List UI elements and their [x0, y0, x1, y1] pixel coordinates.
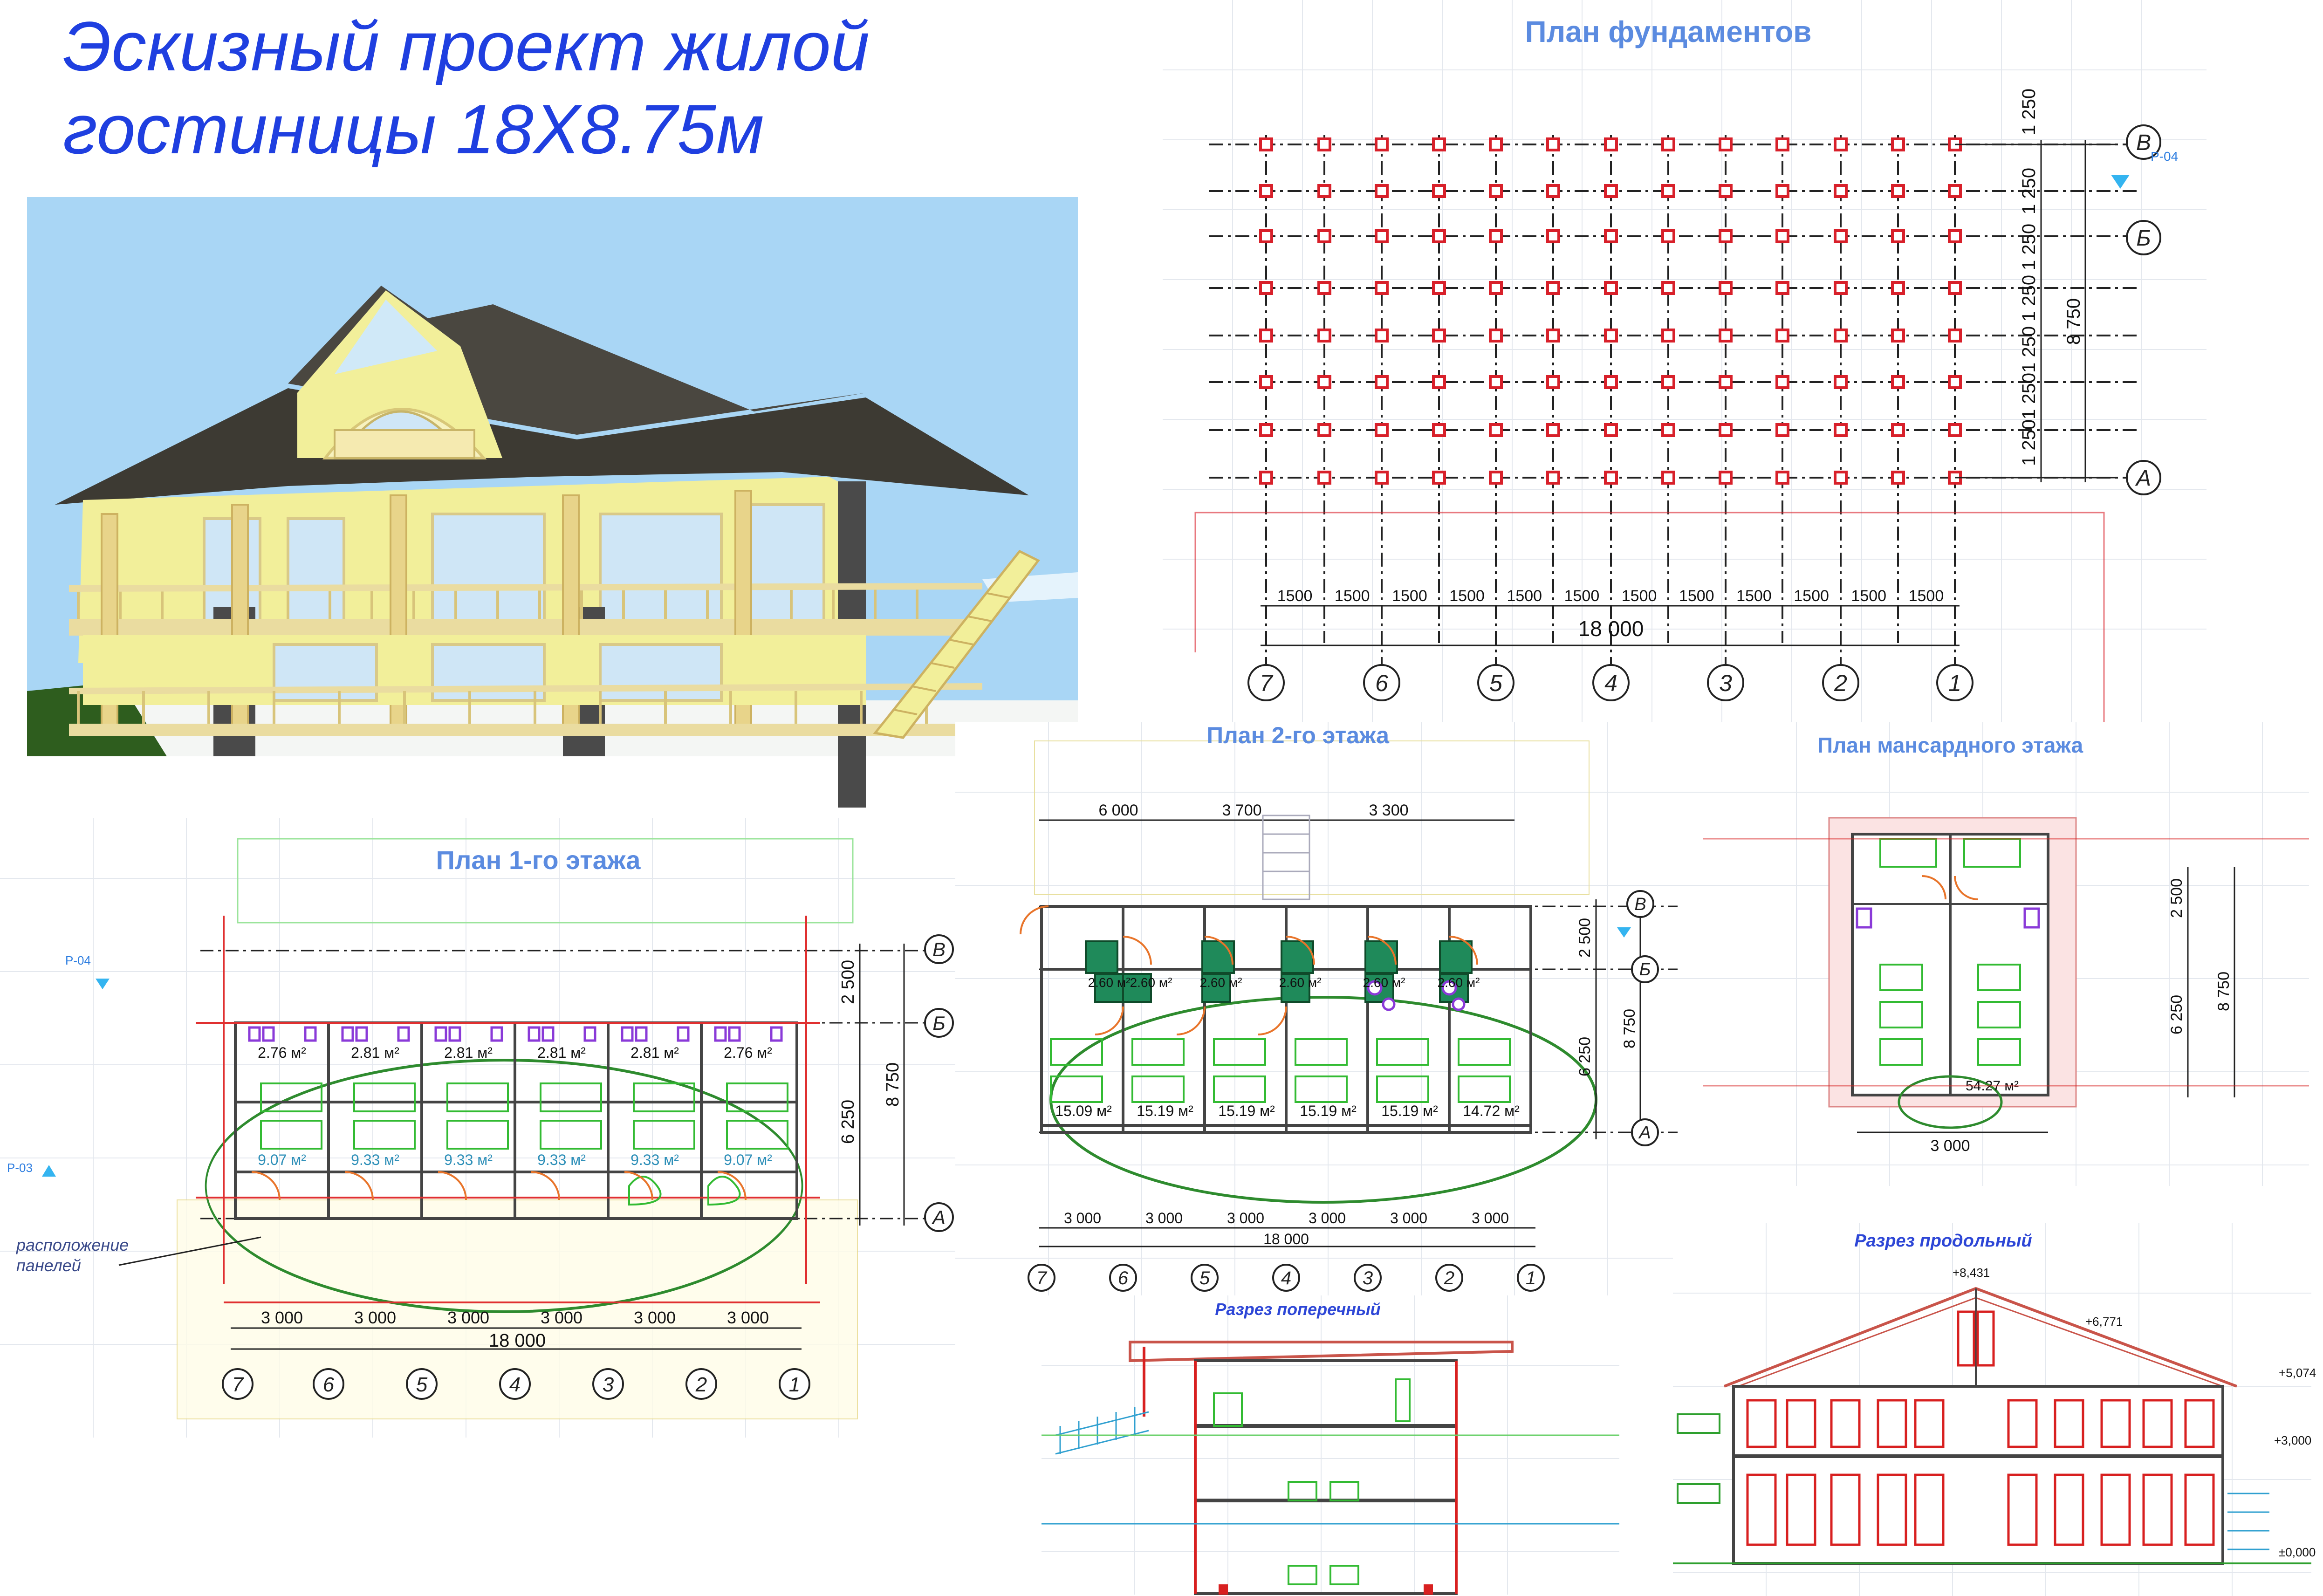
floor2-vdim-1: 2 500: [1576, 918, 1594, 958]
floor2-bay-2: 3 000: [1145, 1210, 1183, 1226]
foundation-vdim-4: 1 250: [2019, 274, 2039, 322]
pile-marker: [1548, 425, 1559, 436]
foundation-plan-title: План фундаментов: [1525, 15, 1812, 48]
long-section-title: Разрез продольный: [1854, 1231, 2032, 1251]
pile-marker: [1376, 139, 1387, 150]
floor2-area-bottom-4: 15.19 м²: [1300, 1103, 1357, 1119]
pile-marker: [1777, 377, 1788, 388]
floor1-area-bottom-1: 9.07 м²: [258, 1151, 306, 1168]
pile-marker: [1892, 231, 1904, 242]
pile-marker: [1892, 139, 1904, 150]
floor2-axis-1: 1: [1525, 1268, 1536, 1288]
floor2-axis-a: А: [1639, 1123, 1651, 1143]
attic-vdim-2: 6 250: [2168, 994, 2186, 1034]
level-0000: ±0,000: [2279, 1545, 2316, 1559]
pile-marker: [1720, 377, 1731, 388]
pile-marker: [1605, 330, 1617, 341]
pile-marker: [1490, 472, 1501, 483]
long-section: [1673, 1223, 2316, 1596]
foundation-bay-dim: 1500: [1449, 587, 1485, 605]
pile-marker: [1548, 231, 1559, 242]
floor2-axis-2: 2: [1444, 1268, 1455, 1288]
floor2-bay-4: 3 000: [1308, 1210, 1346, 1226]
pile-marker: [1835, 139, 1846, 150]
pile-marker: [1261, 282, 1272, 294]
floor1-axis-7: 7: [232, 1373, 244, 1396]
pile-marker: [1949, 282, 1960, 294]
pile-marker: [1835, 282, 1846, 294]
floor2-area-bottom-3: 15.19 м²: [1218, 1103, 1275, 1119]
pile-marker: [1376, 472, 1387, 483]
pile-marker: [1835, 425, 1846, 436]
pile-marker: [1777, 472, 1788, 483]
pile-marker: [1605, 425, 1617, 436]
floor2-plan-title: План 2-го этажа: [1206, 722, 1389, 748]
pile-marker: [1777, 282, 1788, 294]
pile-marker: [1949, 377, 1960, 388]
pile-marker: [1319, 425, 1330, 436]
level-marker-icon: [42, 1165, 56, 1177]
floor2-vdim-total: 8 750: [1621, 1008, 1638, 1048]
floor2-bay-6: 3 000: [1471, 1210, 1509, 1226]
floor2-top-dim-1: 6 000: [1098, 801, 1138, 819]
floor1-area-top-6: 2.76 м²: [724, 1044, 772, 1061]
foundation-marker: Р-04: [2151, 149, 2179, 164]
pile-marker: [1376, 282, 1387, 294]
foundation-axis-4: 4: [1604, 670, 1617, 696]
floor2-plan: [955, 722, 1703, 1295]
floor1-area-bottom-3: 9.33 м²: [444, 1151, 493, 1168]
pile-marker: [1490, 185, 1501, 197]
floor2-bay-5: 3 000: [1390, 1210, 1428, 1226]
pile-marker: [1720, 472, 1731, 483]
floor2-total-dim: 18 000: [1263, 1231, 1309, 1247]
floor2-area-top-1: 2.60 м²: [1088, 975, 1131, 990]
pile-marker: [1376, 185, 1387, 197]
pile-marker: [1433, 139, 1445, 150]
floor1-axis-3: 3: [602, 1373, 614, 1396]
pile-marker: [1376, 377, 1387, 388]
pile-marker: [1490, 425, 1501, 436]
foundation-axis-3: 3: [1719, 670, 1732, 696]
pile-marker: [1605, 472, 1617, 483]
pile-marker: [1376, 330, 1387, 341]
pile-marker: [1663, 377, 1674, 388]
floor1-area-bottom-6: 9.07 м²: [724, 1151, 772, 1168]
pile-marker: [1319, 139, 1330, 150]
building-render: [27, 197, 1078, 756]
pile-marker: [1892, 330, 1904, 341]
pile-marker: [1892, 282, 1904, 294]
pile-marker: [1605, 139, 1617, 150]
building-render-drawing: [27, 197, 1078, 756]
level-5074: +5,074: [2279, 1366, 2316, 1380]
pile-marker: [1835, 377, 1846, 388]
pile-marker: [1949, 330, 1960, 341]
foundation-bay-dim: 1500: [1392, 587, 1427, 605]
pile-marker: [1777, 425, 1788, 436]
pile-marker: [1949, 425, 1960, 436]
pile-marker: [1835, 330, 1846, 341]
foundation-axis-6: 6: [1375, 670, 1388, 696]
pile-marker: [1835, 472, 1846, 483]
floor1-vdim-total: 8 750: [883, 1062, 903, 1107]
floor1-axis-a: А: [932, 1206, 946, 1228]
pile-marker: [1433, 330, 1445, 341]
pile-marker: [1949, 231, 1960, 242]
pile-marker: [1319, 231, 1330, 242]
floor1-plan: [0, 818, 955, 1438]
floor1-vdim-1: 2 500: [838, 959, 858, 1004]
panel-location-note: [16, 1235, 129, 1276]
floor1-area-top-4: 2.81 м²: [537, 1044, 586, 1061]
foundation-bay-dim: 1500: [1334, 587, 1370, 605]
floor2-axis-3: 3: [1362, 1268, 1373, 1288]
pile-marker: [1720, 185, 1731, 197]
title-line-1: Эскизный проект жилой: [63, 7, 870, 85]
foundation-total-dim: 18 000: [1578, 616, 1644, 641]
pile-marker: [1433, 425, 1445, 436]
floor2-area-bottom-6: 14.72 м²: [1463, 1103, 1520, 1119]
floor1-vdim-2: 6 250: [838, 1099, 858, 1144]
pile-marker: [1433, 231, 1445, 242]
cross-section-drawing: [1042, 1295, 1619, 1595]
attic-vdim-total: 8 750: [2215, 971, 2233, 1011]
floor2-bay-3: 3 000: [1227, 1210, 1265, 1226]
long-section-drawing: [1673, 1223, 2316, 1596]
pile-marker: [1261, 425, 1272, 436]
pile-marker: [1605, 282, 1617, 294]
cross-section-title: Разрез поперечный: [1215, 1300, 1381, 1319]
pile-marker: [1548, 139, 1559, 150]
pile-marker: [1777, 330, 1788, 341]
foundation-axis-a: А: [2136, 466, 2152, 491]
foundation-plan: [1163, 0, 2207, 732]
pile-marker: [1548, 472, 1559, 483]
pile-marker: [1777, 139, 1788, 150]
level-3000: +3,000: [2274, 1433, 2312, 1447]
foundation-axis-2: 2: [1834, 670, 1847, 696]
floor1-area-top-1: 2.76 м²: [258, 1044, 306, 1061]
pile-marker: [1663, 425, 1674, 436]
floor2-area-top-6: 2.60 м²: [1437, 975, 1480, 990]
pile-marker: [1490, 330, 1501, 341]
pile-marker: [1605, 231, 1617, 242]
pile-marker: [1376, 231, 1387, 242]
pile-marker: [1548, 282, 1559, 294]
floor1-bay-3: 3 000: [447, 1308, 490, 1327]
floor1-axis-6: 6: [322, 1373, 335, 1396]
attic-vdim-1: 2 500: [2168, 878, 2186, 918]
pile-marker: [1720, 282, 1731, 294]
note-line-1: расположение: [16, 1235, 129, 1254]
pile-marker: [1261, 330, 1272, 341]
floor1-axis-b: Б: [932, 1012, 946, 1034]
foundation-axis-1: 1: [1948, 670, 1961, 696]
pile-marker: [1319, 282, 1330, 294]
floor2-area-top-4: 2.60 м²: [1279, 975, 1322, 990]
foundation-axis-7: 7: [1260, 670, 1273, 696]
floor2-area-bottom-5: 15.19 м²: [1381, 1103, 1438, 1119]
pile-marker: [1777, 231, 1788, 242]
floor1-area-top-3: 2.81 м²: [444, 1044, 493, 1061]
foundation-bay-dim: 1500: [1679, 587, 1714, 605]
pile-marker: [1261, 185, 1272, 197]
pile-marker: [1835, 231, 1846, 242]
pile-marker: [1319, 377, 1330, 388]
floor2-area-top-5: 2.60 м²: [1363, 975, 1405, 990]
pile-marker: [1892, 425, 1904, 436]
floor2-axis-7: 7: [1036, 1268, 1047, 1288]
attic-plan-drawing: [1703, 722, 2309, 1186]
pile-marker: [1720, 231, 1731, 242]
level-marker-icon: [96, 979, 110, 989]
floor1-bay-2: 3 000: [354, 1308, 397, 1327]
pile-marker: [1548, 377, 1559, 388]
floor1-bay-1: 3 000: [260, 1308, 303, 1327]
pile-marker: [1892, 472, 1904, 483]
pile-marker: [1663, 330, 1674, 341]
foundation-bay-dim: 1500: [1564, 587, 1600, 605]
floor1-axis-5: 5: [416, 1373, 428, 1396]
floor1-bay-6: 3 000: [726, 1308, 769, 1327]
level-6771: +6,771: [2085, 1315, 2123, 1329]
pile-marker: [1433, 282, 1445, 294]
floor1-bay-4: 3 000: [540, 1308, 583, 1327]
pile-marker: [1892, 377, 1904, 388]
pile-marker: [1605, 377, 1617, 388]
attic-area-label: 54.27 м²: [1965, 1078, 2019, 1094]
foundation-bay-dim: 1500: [1621, 587, 1657, 605]
foundation-bay-dim: 1500: [1507, 587, 1542, 605]
floor2-bay-1: 3 000: [1063, 1210, 1102, 1226]
floor1-bay-5: 3 000: [633, 1308, 676, 1327]
pile-marker: [1777, 185, 1788, 197]
attic-plan: [1703, 722, 2309, 1186]
floor2-axis-v: В: [1634, 895, 1646, 914]
pile-marker: [1663, 231, 1674, 242]
foundation-vdim-3: 1 250: [2019, 223, 2039, 270]
title-line-2: гостиницы 18Х8.75м: [63, 90, 764, 168]
pile-marker: [1261, 139, 1272, 150]
floor1-area-top-5: 2.81 м²: [630, 1044, 679, 1061]
page-title: [63, 5, 1088, 171]
cross-section: [1042, 1295, 1619, 1595]
floor1-axis-v: В: [932, 938, 946, 960]
level-8431: +8,431: [1953, 1266, 1990, 1280]
foundation-bay-dim: 1500: [1736, 587, 1772, 605]
floor2-axis-b: Б: [1639, 960, 1651, 980]
foundation-bay-dim: 1500: [1908, 587, 1944, 605]
foundation-bay-dim: 1500: [1794, 587, 1829, 605]
floor1-marker-p04: Р-04: [65, 953, 91, 967]
foundation-axis-b: Б: [2136, 226, 2151, 251]
pile-marker: [1663, 282, 1674, 294]
floor1-axis-1: 1: [788, 1373, 801, 1396]
foundation-axis-5: 5: [1489, 670, 1502, 696]
floor1-area-top-2: 2.81 м²: [351, 1044, 399, 1061]
pile-marker: [1433, 185, 1445, 197]
pile-marker: [1663, 472, 1674, 483]
pile-marker: [1663, 185, 1674, 197]
pile-marker: [1720, 425, 1731, 436]
pile-marker: [1835, 185, 1846, 197]
pile-marker: [1319, 330, 1330, 341]
floor1-total-dim: 18 000: [488, 1330, 546, 1351]
pile-marker: [1433, 377, 1445, 388]
note-line-2: панелей: [16, 1256, 81, 1275]
pile-marker: [1490, 139, 1501, 150]
pile-marker: [1319, 472, 1330, 483]
floor2-area-bottom-1: 15.09 м²: [1055, 1103, 1112, 1119]
floor2-plan-drawing: [955, 722, 1703, 1295]
floor2-axis-4: 4: [1281, 1268, 1292, 1288]
floor2-area-bottom-2: 15.19 м²: [1137, 1103, 1193, 1119]
foundation-vdim-7: 1 250: [2019, 419, 2039, 466]
floor2-area-top-3: 2.60 м²: [1199, 975, 1242, 990]
foundation-bay-dim: 1500: [1851, 587, 1887, 605]
floor1-area-bottom-4: 9.33 м²: [537, 1151, 586, 1168]
pile-marker: [1490, 231, 1501, 242]
floor2-axis-6: 6: [1117, 1268, 1129, 1288]
pile-marker: [1548, 330, 1559, 341]
floor2-top-dim-3: 3 300: [1369, 801, 1409, 819]
foundation-plan-drawing: [1163, 0, 2207, 732]
pile-marker: [1949, 185, 1960, 197]
pile-marker: [1663, 139, 1674, 150]
floor2-top-dim-2: 3 700: [1222, 801, 1262, 819]
floor1-marker-p03: Р-03: [7, 1161, 33, 1175]
pile-marker: [1319, 185, 1330, 197]
floor1-area-bottom-5: 9.33 м²: [630, 1151, 679, 1168]
floor1-plan-title: План 1-го этажа: [436, 845, 641, 875]
pile-marker: [1720, 139, 1731, 150]
pile-marker: [1261, 231, 1272, 242]
foundation-vdim-6: 1 250: [2019, 372, 2039, 419]
pile-marker: [1548, 185, 1559, 197]
floor2-vdim-2: 6 250: [1576, 1036, 1594, 1076]
floor1-axis-4: 4: [509, 1373, 521, 1396]
level-marker-icon: [2111, 175, 2130, 189]
floor2-axis-5: 5: [1199, 1268, 1210, 1288]
floor2-area-top-2: 2.60 м²: [1130, 975, 1172, 990]
foundation-vdim-1: 1 250: [2019, 88, 2039, 135]
pile-marker: [1490, 282, 1501, 294]
floor1-area-bottom-2: 9.33 м²: [351, 1151, 399, 1168]
pile-marker: [1433, 472, 1445, 483]
pile-marker: [1720, 330, 1731, 341]
pile-marker: [1605, 185, 1617, 197]
foundation-axis-v: В: [2136, 130, 2152, 155]
floor1-plan-drawing: [0, 818, 955, 1438]
pile-marker: [1261, 472, 1272, 483]
level-marker-icon: [1617, 927, 1631, 938]
attic-bottom-dim: 3 000: [1930, 1137, 1970, 1155]
pile-marker: [1490, 377, 1501, 388]
attic-plan-title: План мансардного этажа: [1817, 733, 2083, 757]
floor1-axis-2: 2: [695, 1373, 707, 1396]
pile-marker: [1261, 377, 1272, 388]
foundation-bay-dim: 1500: [1277, 587, 1313, 605]
pile-marker: [1892, 185, 1904, 197]
foundation-vdim-5: 1 250: [2019, 326, 2039, 373]
foundation-vdim-total: 8 750: [2063, 298, 2084, 345]
foundation-vdim-2: 1 250: [2019, 167, 2039, 214]
pile-marker: [1376, 425, 1387, 436]
